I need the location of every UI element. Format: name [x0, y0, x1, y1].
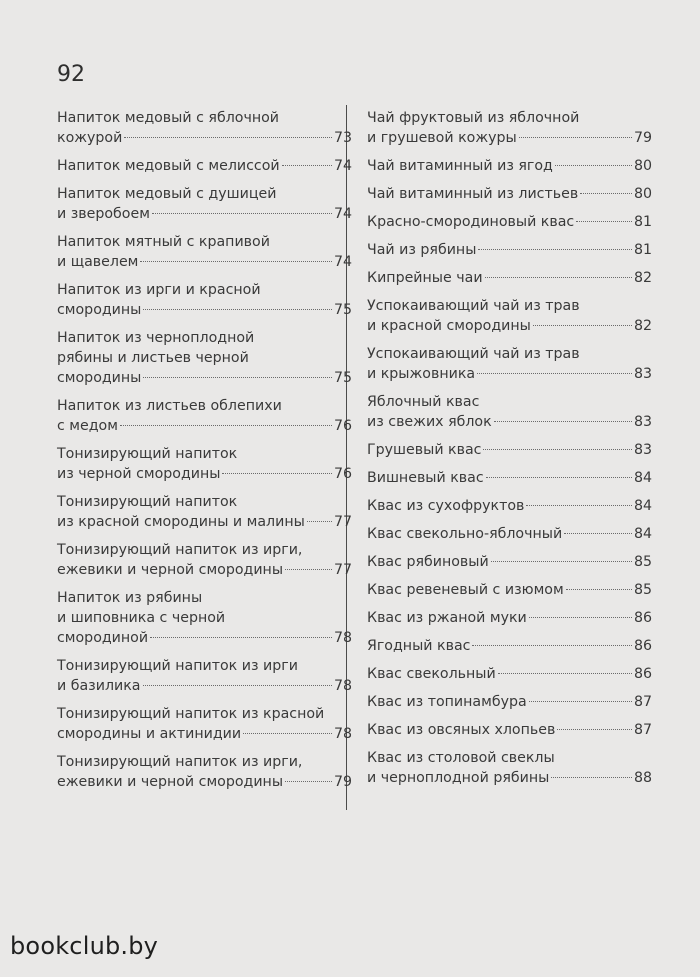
toc-entry-page: 76 [333, 466, 352, 482]
toc-entry [57, 492, 352, 532]
dot-leader [529, 701, 632, 702]
dot-leader [491, 561, 632, 562]
toc-entry-title-line: Квас свекольный [367, 666, 496, 682]
toc-entry-last-line [57, 512, 352, 532]
dot-leader [120, 425, 332, 426]
toc-entry-title-line: Грушевый квас [367, 442, 482, 458]
toc-entry-page: 74 [333, 158, 352, 174]
toc-entry-title-line: смородиной [57, 630, 149, 646]
dot-leader [285, 781, 332, 782]
dot-leader [282, 165, 332, 166]
toc-entry-title-line: Напиток из рябины [57, 590, 203, 606]
toc-entry [367, 240, 652, 260]
toc-entry-last-line [57, 368, 352, 388]
toc-entry-title-line: Чай из рябины [367, 242, 477, 258]
toc-entry-title-line: и зверобоем [57, 206, 150, 222]
toc-entry-title-line: Напиток медовый с яблочной [57, 110, 279, 126]
toc-entry-page: 84 [633, 526, 652, 542]
toc-entry [367, 692, 652, 712]
toc-entry-last-line [367, 580, 652, 600]
toc-entry [367, 636, 652, 656]
toc-entry-title-line: из свежих яблок [367, 414, 492, 430]
toc-entry [57, 656, 352, 696]
toc-entry-page: 86 [633, 610, 652, 626]
toc-entry-title-line: Тонизирующий напиток из ирги [57, 658, 298, 674]
toc-entry-last-line [367, 692, 652, 712]
toc-entry-page: 85 [633, 554, 652, 570]
dot-leader [555, 165, 632, 166]
toc-entry-last-line [57, 128, 352, 148]
toc-entry-last-line [367, 552, 652, 572]
toc-entry [57, 704, 352, 744]
toc-entry [367, 580, 652, 600]
toc-entry-title-line: Квас рябиновый [367, 554, 489, 570]
toc-entry-title-line: и грушевой кожуры [367, 130, 517, 146]
toc-entry-title-line: и черноплодной рябины [367, 770, 550, 786]
toc-entry [57, 232, 352, 272]
dot-leader [566, 589, 632, 590]
toc-entry [367, 268, 652, 288]
toc-entry-page: 79 [633, 130, 652, 146]
toc-entry-last-line [57, 156, 352, 176]
toc-entry-last-line [57, 464, 352, 484]
toc-entry-last-line [57, 416, 352, 436]
dot-leader [551, 777, 632, 778]
toc-entry-page: 80 [633, 158, 652, 174]
toc-entry-title-line: и шиповника с черной [57, 610, 226, 626]
toc-entry-page: 76 [333, 418, 352, 434]
toc-entry-page: 75 [333, 302, 352, 318]
toc-entry-title-line: Тонизирующий напиток [57, 446, 238, 462]
toc-entry-title-line: Напиток медовый с мелиссой [57, 158, 280, 174]
toc-entry [367, 720, 652, 740]
toc-entry-page: 78 [333, 678, 352, 694]
dot-leader [486, 477, 632, 478]
toc-left-column [57, 108, 352, 800]
toc-entry-last-line [57, 628, 352, 648]
toc-entry-page: 79 [333, 774, 352, 790]
toc-entry-title-line: и базилика [57, 678, 141, 694]
toc-entry-title-line: смородины и актинидии [57, 726, 242, 742]
dot-leader [152, 213, 332, 214]
toc-entry-last-line [57, 724, 352, 744]
dot-leader [222, 473, 331, 474]
toc-entry [367, 440, 652, 460]
toc-entry-page: 77 [333, 514, 352, 530]
toc-entry-page: 82 [633, 270, 652, 286]
toc-entry-title-line: Успокаивающий чай из трав [367, 346, 580, 362]
toc-entry [367, 664, 652, 684]
dot-leader [485, 277, 632, 278]
toc-entry-last-line [367, 316, 652, 336]
toc-entry [57, 184, 352, 224]
toc-entry-page: 81 [633, 214, 652, 230]
dot-leader [285, 569, 332, 570]
toc-entry-page: 84 [633, 498, 652, 514]
toc-entry [367, 184, 652, 204]
toc-entry-page: 77 [333, 562, 352, 578]
dot-leader [526, 505, 632, 506]
page-number: 92 [57, 62, 85, 87]
toc-entry-last-line [367, 212, 652, 232]
toc-entry-title-line: Тонизирующий напиток из ирги, [57, 542, 303, 558]
toc-entry [57, 328, 352, 388]
toc-entry-title-line: Квас свекольно-яблочный [367, 526, 563, 542]
toc-entry-page: 73 [333, 130, 352, 146]
toc-entry-page: 86 [633, 666, 652, 682]
dot-leader [557, 729, 632, 730]
toc-entry-title-line: Тонизирующий напиток из ирги, [57, 754, 303, 770]
dot-leader [576, 221, 632, 222]
toc-entry [367, 524, 652, 544]
toc-entry-title-line: Напиток медовый с душицей [57, 186, 277, 202]
toc-entry-title-line: и крыжовника [367, 366, 476, 382]
toc-entry-last-line [367, 412, 652, 432]
toc-entry-title-line: кожурой [57, 130, 123, 146]
toc-entry-title-line: Тонизирующий напиток из красной [57, 706, 325, 722]
toc-right-column [367, 108, 652, 796]
toc-entry-page: 84 [633, 470, 652, 486]
dot-leader [243, 733, 332, 734]
toc-entry [57, 280, 352, 320]
toc-entry-title-line: рябины и листьев черной [57, 350, 249, 366]
toc-entry-last-line [367, 364, 652, 384]
toc-entry-title-line: Напиток из листьев облепихи [57, 398, 282, 414]
dot-leader [143, 685, 332, 686]
toc-entry-last-line [367, 524, 652, 544]
toc-entry-title-line: Красно-смородиновый квас [367, 214, 575, 230]
dot-leader [533, 325, 632, 326]
toc-entry [367, 156, 652, 176]
toc-entry-last-line [367, 184, 652, 204]
toc-entry [367, 552, 652, 572]
toc-entry-title-line: из черной смородины [57, 466, 221, 482]
toc-entry-page: 86 [633, 638, 652, 654]
toc-entry [367, 296, 652, 336]
toc-entry-title-line: ежевики и черной смородины [57, 562, 284, 578]
toc-entry-last-line [367, 468, 652, 488]
toc-entry-last-line [367, 768, 652, 788]
toc-entry-last-line [367, 720, 652, 740]
toc-entry-last-line [367, 636, 652, 656]
toc-entry-title-line: Квас из сухофруктов [367, 498, 525, 514]
dot-leader [140, 261, 332, 262]
toc-entry-last-line [367, 496, 652, 516]
dot-leader [483, 449, 631, 450]
dot-leader [472, 645, 632, 646]
toc-entry-title-line: Ягодный квас [367, 638, 471, 654]
toc-entry-page: 80 [633, 186, 652, 202]
toc-entry-title-line: Кипрейные чаи [367, 270, 483, 286]
toc-entry-title-line: Чай витаминный из ягод [367, 158, 553, 174]
toc-entry [57, 444, 352, 484]
dot-leader [143, 377, 332, 378]
dot-leader [150, 637, 332, 638]
dot-leader [477, 373, 632, 374]
toc-entry-title-line: Квас из топинамбура [367, 694, 527, 710]
toc-entry-title-line: Чай витаминный из листьев [367, 186, 579, 202]
toc-entry-page: 83 [633, 414, 652, 430]
toc-entry [57, 396, 352, 436]
toc-entry-last-line [367, 608, 652, 628]
dot-leader [478, 249, 632, 250]
toc-entry-page: 75 [333, 370, 352, 386]
dot-leader [519, 137, 632, 138]
toc-entry [367, 748, 652, 788]
toc-entry-page: 85 [633, 582, 652, 598]
toc-entry [367, 496, 652, 516]
toc-entry-last-line [57, 204, 352, 224]
toc-entry-page: 87 [633, 694, 652, 710]
toc-entry-title-line: Квас ревеневый с изюмом [367, 582, 564, 598]
toc-entry [57, 156, 352, 176]
toc-entry-page: 82 [633, 318, 652, 334]
toc-entry-last-line [57, 300, 352, 320]
dot-leader [580, 193, 632, 194]
toc-entry [367, 392, 652, 432]
toc-entry-title-line: с медом [57, 418, 118, 434]
toc-entry-title-line: Успокаивающий чай из трав [367, 298, 580, 314]
toc-entry-page: 74 [333, 206, 352, 222]
toc-entry-page: 83 [633, 442, 652, 458]
toc-entry [57, 588, 352, 648]
toc-entry [367, 344, 652, 384]
dot-leader [143, 309, 332, 310]
toc-entry-page: 88 [633, 770, 652, 786]
toc-entry-last-line [57, 772, 352, 792]
toc-entry [367, 608, 652, 628]
toc-entry-title-line: Напиток из черноплодной [57, 330, 255, 346]
toc-entry-page: 81 [633, 242, 652, 258]
toc-entry-last-line [367, 268, 652, 288]
toc-entry-title-line: Квас из ржаной муки [367, 610, 527, 626]
dot-leader [494, 421, 632, 422]
dot-leader [498, 673, 632, 674]
toc-entry-title-line: из красной смородины и малины [57, 514, 305, 530]
toc-entry-title-line: смородины [57, 302, 142, 318]
dot-leader [307, 521, 332, 522]
toc-entry-page: 78 [333, 630, 352, 646]
toc-entry-last-line [57, 676, 352, 696]
toc-entry-last-line [367, 156, 652, 176]
toc-entry-title-line: Напиток из ирги и красной [57, 282, 261, 298]
toc-entry-last-line [57, 560, 352, 580]
toc-entry [57, 752, 352, 792]
toc-entry-last-line [367, 440, 652, 460]
toc-entry [57, 108, 352, 148]
dot-leader [564, 533, 632, 534]
toc-entry-last-line [367, 664, 652, 684]
toc-entry-page: 83 [633, 366, 652, 382]
toc-entry-title-line: Вишневый квас [367, 470, 484, 486]
toc-entry-title-line: и щавелем [57, 254, 139, 270]
toc-entry-title-line: Квас из овсяных хлопьев [367, 722, 556, 738]
toc-entry [367, 468, 652, 488]
toc-entry-title-line: Напиток мятный с крапивой [57, 234, 270, 250]
toc-entry-last-line [57, 252, 352, 272]
toc-entry-last-line [367, 240, 652, 260]
toc-entry-title-line: Яблочный квас [367, 394, 480, 410]
toc-entry-page: 74 [333, 254, 352, 270]
dot-leader [124, 137, 332, 138]
toc-entry-title-line: Квас из столовой свеклы [367, 750, 555, 766]
toc-entry-title-line: ежевики и черной смородины [57, 774, 284, 790]
toc-entry-title-line: смородины [57, 370, 142, 386]
toc-entry [367, 108, 652, 148]
toc-entry-title-line: и красной смородины [367, 318, 531, 334]
toc-entry-page: 78 [333, 726, 352, 742]
toc-entry-page: 87 [633, 722, 652, 738]
toc-entry [57, 540, 352, 580]
toc-entry [367, 212, 652, 232]
toc-entry-last-line [367, 128, 652, 148]
dot-leader [529, 617, 632, 618]
toc-entry-title-line: Чай фруктовый из яблочной [367, 110, 580, 126]
toc-entry-title-line: Тонизирующий напиток [57, 494, 238, 510]
watermark: bookclub.by [10, 932, 159, 960]
